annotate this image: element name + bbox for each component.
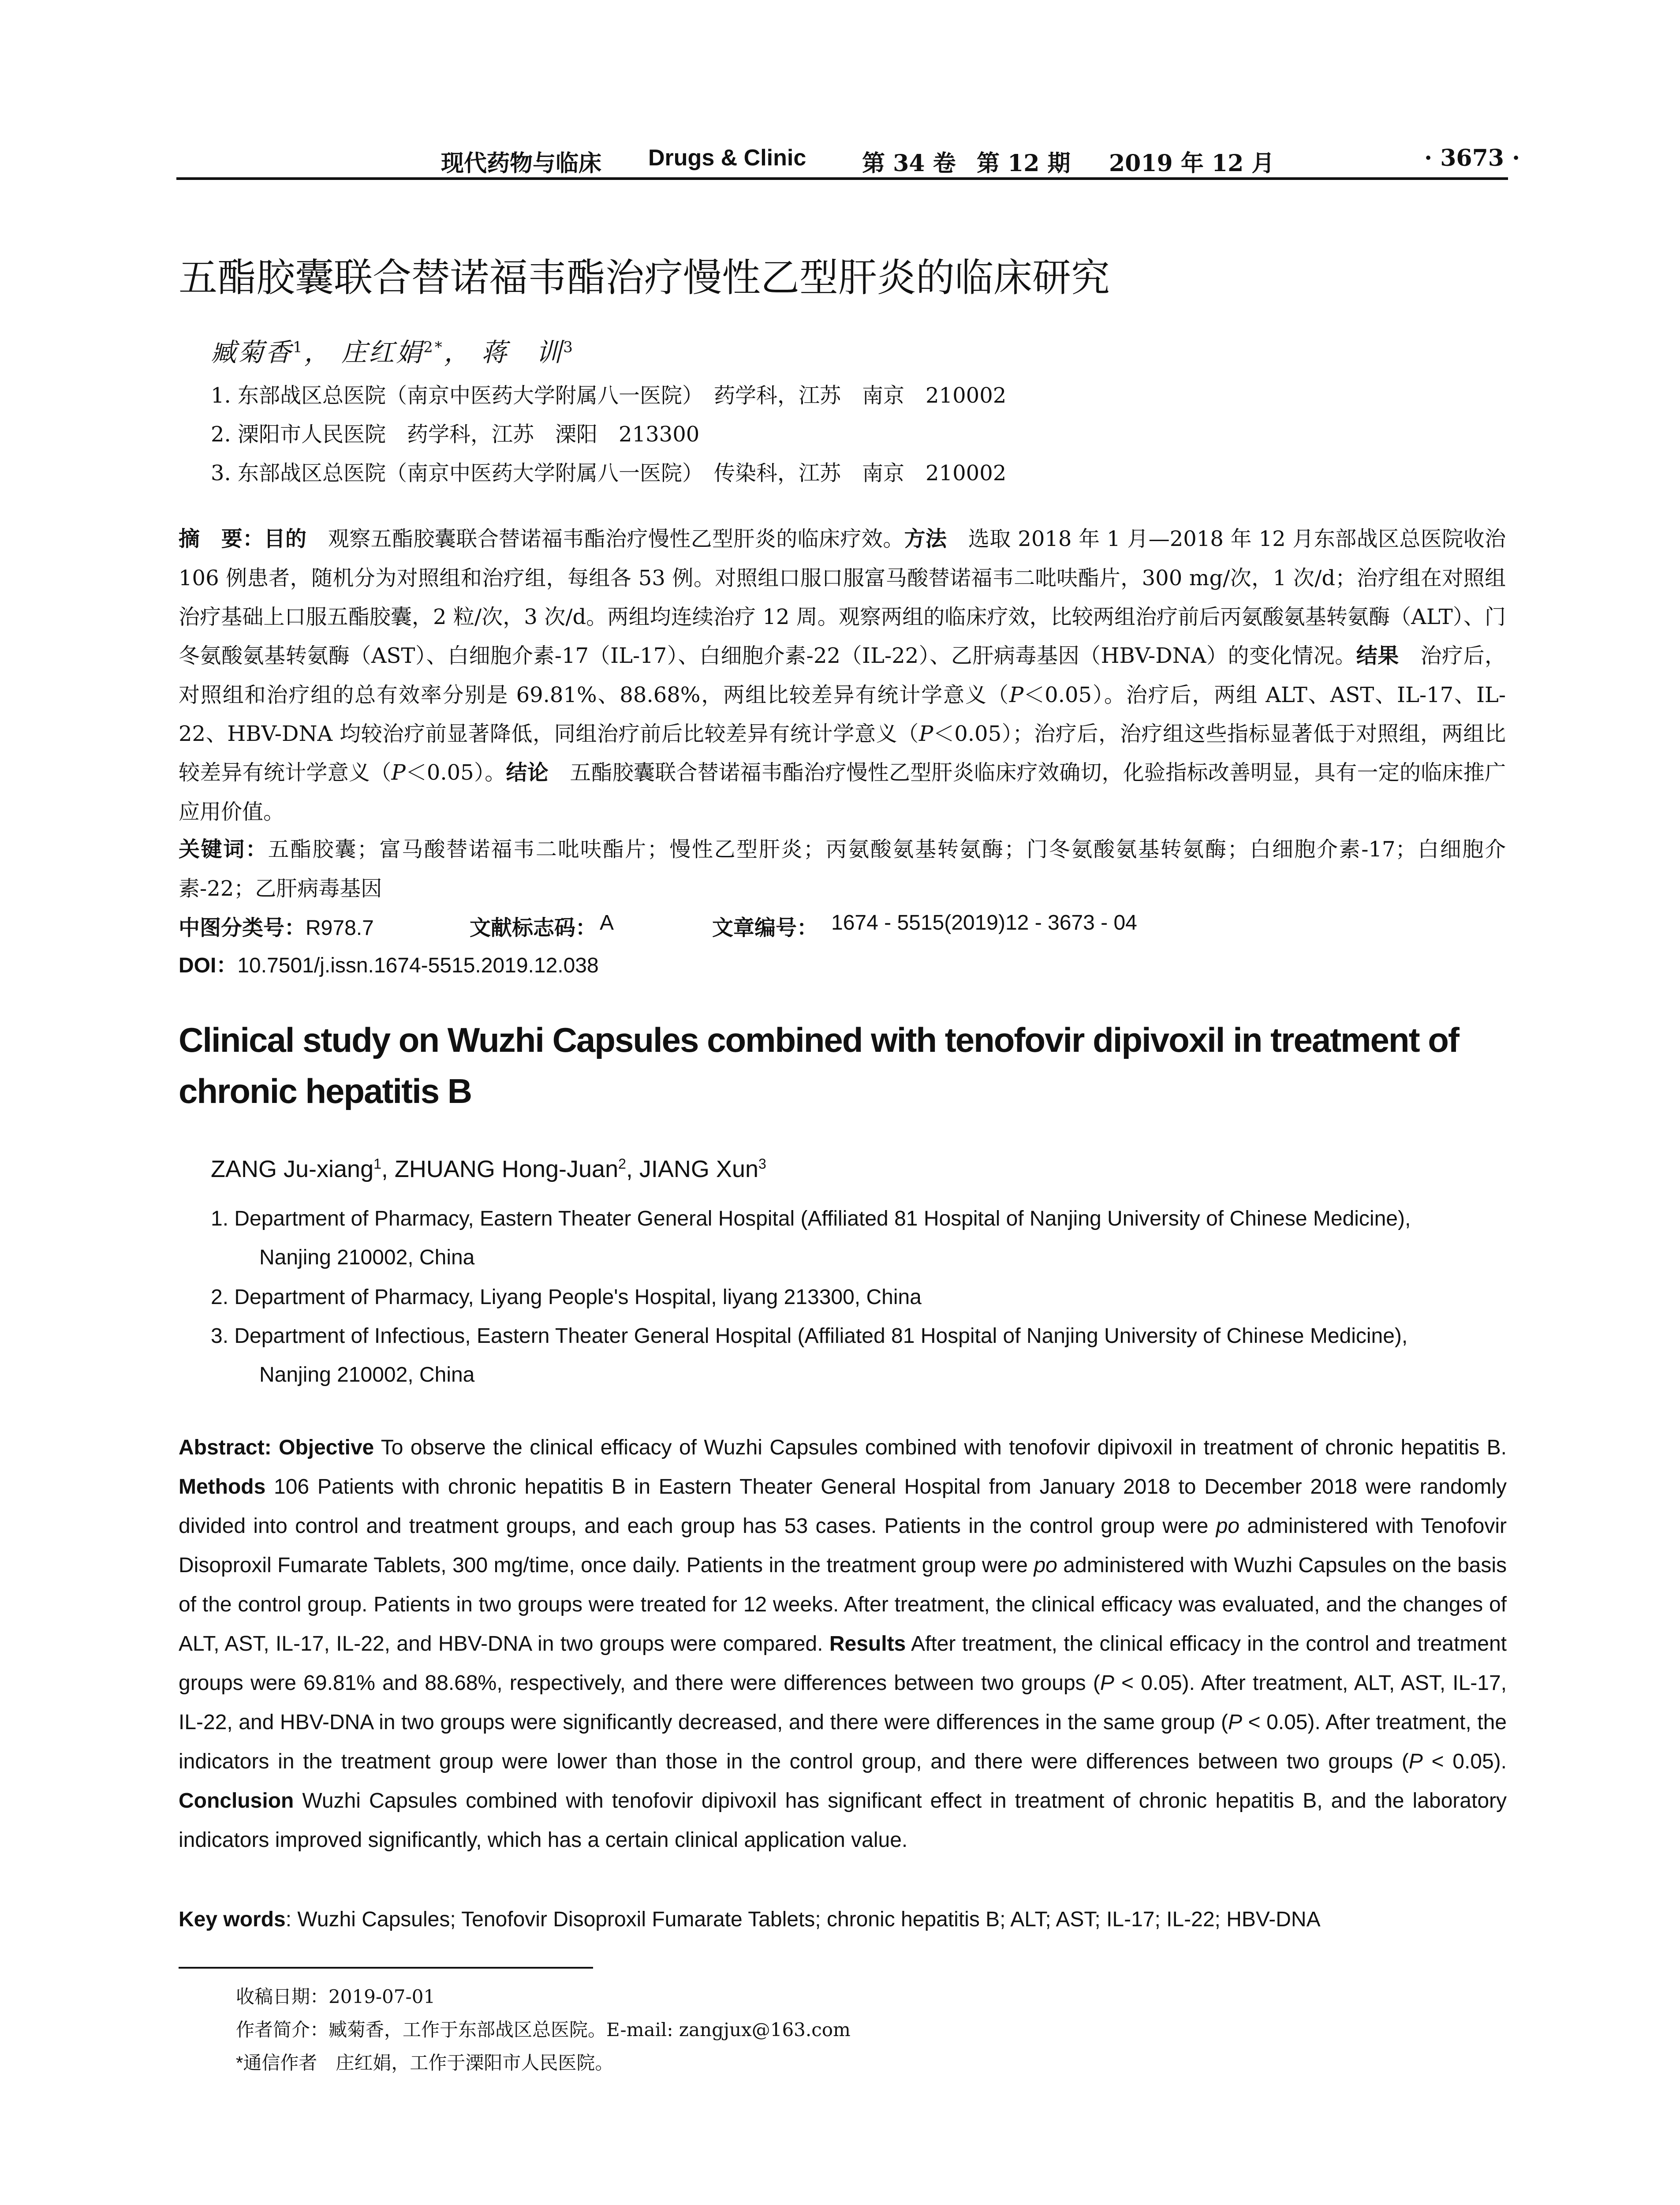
page-number: · 3673 ·: [1424, 145, 1520, 172]
keywords-label: Key words: [179, 1908, 286, 1931]
issue: 第 12 期: [977, 150, 1071, 177]
results-text-b: ＜0.05）。治疗后，两组 ALT、AST、IL-17、IL-22、HBV-DNA 均较治疗前显著降低，同组治疗前后比较差异有统计学意义（: [179, 683, 1506, 746]
chinese-authors: 臧菊香$^1$， 庄红娟$^{2*}$， 蒋 训$^3$: [211, 337, 575, 367]
clc-label: 中图分类号：: [179, 916, 306, 940]
methods-text-b: administered with Tenofovir Disoproxil Fumarate Tablets, 300 mg/time, once daily. Patients in the treatment group were: [179, 1514, 1507, 1577]
english-affiliation-1: [211, 1200, 1512, 1277]
objective-text: 观察五酯胶囊联合替诺福韦酯治疗慢性乙型肝炎的临床疗效。: [306, 527, 904, 551]
author-1-affil: 1: [373, 1156, 381, 1172]
chinese-abstract: [179, 519, 1506, 831]
english-affiliation-2: 2. Department of Pharmacy, Liyang People's Hospital, liyang 213300, China: [211, 1286, 922, 1309]
author-3: , JIANG Xun: [626, 1156, 759, 1182]
keywords-label: 关键词：: [179, 838, 268, 861]
objective-label: 目的: [264, 527, 307, 551]
affiliation-3-line-2: Nanjing 210002, China: [259, 1363, 475, 1387]
methods-text-a: 106 Patients with chronic hepatitis B in Eastern Theater General Hospital from January 2018 to December 2018 were randomly divided into control and treatment groups, and each group has 53 cases. Patients in the control group were: [179, 1475, 1507, 1538]
results-label: 结果: [1356, 644, 1399, 668]
doc-code-value: A: [600, 911, 614, 934]
p-symbol: P: [1408, 1750, 1423, 1773]
keywords-text: 五酯胶囊；富马酸替诺福韦二吡呋酯片；慢性乙型肝炎；丙氨酸氨基转氨酶；门冬氨酸氨基转氨酶；白细胞介素-17；白细胞介素-22；乙肝病毒基因: [179, 837, 1506, 901]
chinese-title: 五酯胶囊联合替诺福韦酯治疗慢性乙型肝炎的临床研究: [179, 255, 1110, 300]
author-2: , ZHUANG Hong-Juan: [381, 1156, 619, 1182]
english-authors: [211, 1155, 766, 1183]
chinese-affiliation-1: 1. 东部战区总医院（南京中医药大学附属八一医院） 药学科，江苏 南京 210002: [211, 383, 1007, 408]
results-text-d: ＜0.05）。: [405, 760, 506, 785]
journal-name-cn: 现代药物与临床: [441, 150, 602, 177]
results-text-b: < 0.05). After treatment, ALT, AST, IL-17, IL-22, and HBV-DNA in two groups were significantly decreased, and there were differences in the same group (: [179, 1671, 1507, 1734]
results-text-d: < 0.05).: [1422, 1750, 1507, 1773]
doi-line: [179, 948, 599, 979]
methods-text-c: administered with Wuzhi Capsules on the basis of the control group. Patients in two groups were treated for 12 weeks. After treatment, the clinical efficacy was evaluated, and the changes of ALT, AST, IL-17, IL-22, and HBV-DNA in two groups were compared.: [179, 1554, 1507, 1656]
affiliation-1-line-2: Nanjing 210002, China: [259, 1246, 475, 1269]
english-title: Clinical study on Wuzhi Capsules combined with tenofovir dipivoxil in treatment of chronic hepatitis B: [179, 1020, 1459, 1110]
methods-text: 选取 2018 年 1 月—2018 年 12 月东部战区总医院收治 106 例患者，随机分为对照组和治疗组，每组各 53 例。对照组口服口服富马酸替诺福韦二吡呋酯片，300 mg/次，1 次/d；治疗组在对照组治疗基础上口服五酯胶囊，2 粒/次，3 次/d。两组均连续治疗 12 周。观察两组的临床疗效，比较两组治疗前后丙氨酸氨基转氨酶（ALT）、门冬氨酸氨基转氨酶（AST）、白细胞介素-17（IL-17）、白细胞介素-22（IL-22）、乙肝病毒基因（HBV-DNA）的变化情况。: [179, 527, 1506, 668]
affiliation-3-line-1: 3. Department of Infectious, Eastern Theater General Hospital (Affiliated 81 Hospital of Nanjing University of Chinese Medicine),: [211, 1324, 1408, 1348]
conclusion-text: 五酯胶囊联合替诺福韦酯治疗慢性乙型肝炎临床疗效确切，化验指标改善明显，具有一定的临床推广应用价值。: [179, 760, 1506, 824]
p-symbol: P: [1100, 1671, 1114, 1695]
clc-value: R978.7: [306, 916, 374, 940]
results-text-c: < 0.05). After treatment, the indicators in the treatment group were lower than those in the control group, and there were differences between two groups (: [179, 1711, 1507, 1773]
abstract-label: 摘 要：: [179, 527, 264, 551]
article-number-label: 文章编号：: [712, 916, 818, 940]
results-text-c: ＜0.05）；治疗后，治疗组这些指标显著低于对照组，两组比较差异有统计学意义（: [179, 721, 1506, 785]
conclusion-label: Conclusion: [179, 1789, 294, 1813]
p-symbol: P: [391, 760, 406, 785]
corresponding-author: [236, 2048, 613, 2075]
issue-date: 2019 年 12 月: [1109, 150, 1275, 177]
journal-name-en: Drugs & Clinic: [648, 145, 806, 171]
author-2-affil: 2: [618, 1156, 626, 1172]
chinese-keywords: [179, 830, 1506, 908]
conclusion-label: 结论: [506, 761, 549, 785]
methods-label: 方法: [904, 527, 947, 551]
footnote-rule: [179, 1967, 593, 1969]
methods-label: Methods: [179, 1475, 266, 1499]
author-bio: 作者简介：臧菊香，工作于东部战区总医院。E-mail: zangjux@163.com: [236, 2019, 851, 2041]
results-text-a: After treatment, the clinical efficacy in the control and treatment groups were 69.81% and 88.68%, respectively, and there were differences between two groups (: [179, 1632, 1507, 1695]
volume: 第 34 卷: [862, 150, 956, 177]
author-3: 蒋 训: [481, 337, 564, 367]
author-2-affil: 2*: [423, 338, 444, 356]
author-3-affil: 3: [758, 1156, 766, 1172]
po-term: po: [1216, 1514, 1240, 1538]
english-abstract: [179, 1428, 1507, 1860]
chinese-affiliation-2: 2. 溧阳市人民医院 药学科，江苏 溧阳 213300: [211, 422, 700, 447]
classification-line: [179, 911, 1137, 941]
corresponding-label: *通信作者: [236, 2052, 317, 2073]
author-1-affil: 1: [293, 338, 304, 356]
results-text-a: 治疗后，对照组和治疗组的总有效率分别是 69.81%、88.68%，两组比较差异有统计学意义（: [179, 643, 1506, 707]
objective-text: To observe the clinical efficacy of Wuzhi Capsules combined with tenofovir dipivoxil in treatment of chronic hepatitis B.: [374, 1436, 1507, 1459]
conclusion-text: Wuzhi Capsules combined with tenofovir dipivoxil has significant effect in treatment of chronic hepatitis B, and the laboratory indicators improved significantly, which has a certain clinical application value.: [179, 1789, 1507, 1852]
header-rule: [176, 177, 1508, 180]
author-1: 臧菊香: [211, 337, 293, 367]
english-affiliation-3: [211, 1317, 1512, 1394]
abstract-objective-label: Abstract: Objective: [179, 1436, 374, 1459]
article-number-value: 1674 - 5515(2019)12 - 3673 - 04: [831, 911, 1137, 934]
received-date: 收稿日期：2019-07-01: [236, 1986, 436, 2007]
english-keywords: [179, 1900, 1507, 1939]
results-label: Results: [829, 1632, 906, 1656]
p-symbol: P: [1228, 1711, 1242, 1734]
chinese-affiliation-3: 3. 东部战区总医院（南京中医药大学附属八一医院） 传染科，江苏 南京 210002: [211, 461, 1007, 486]
doi-label: DOI：: [179, 954, 238, 977]
running-header: [176, 140, 1520, 180]
doc-code-label: 文献标志码：: [470, 916, 597, 940]
author-2: 庄红娟: [341, 337, 424, 367]
author-3-affil: 3: [563, 338, 575, 356]
affiliation-1-line-1: 1. Department of Pharmacy, Eastern Theater General Hospital (Affiliated 81 Hospital of Nanjing University of Chinese Medicine),: [211, 1207, 1411, 1230]
corresponding-text: 庄红娟，工作于溧阳市人民医院。: [317, 2052, 614, 2074]
keywords-text: : Wuzhi Capsules; Tenofovir Disoproxil Fumarate Tablets; chronic hepatitis B; ALT; AST; IL-17; IL-22; HBV-DNA: [285, 1908, 1321, 1931]
p-symbol: P: [1009, 683, 1024, 707]
p-symbol: P: [918, 721, 933, 746]
po-term: po: [1034, 1554, 1057, 1577]
author-1: ZANG Ju-xiang: [211, 1156, 374, 1182]
doi-value: 10.7501/j.issn.1674-5515.2019.12.038: [237, 954, 599, 977]
